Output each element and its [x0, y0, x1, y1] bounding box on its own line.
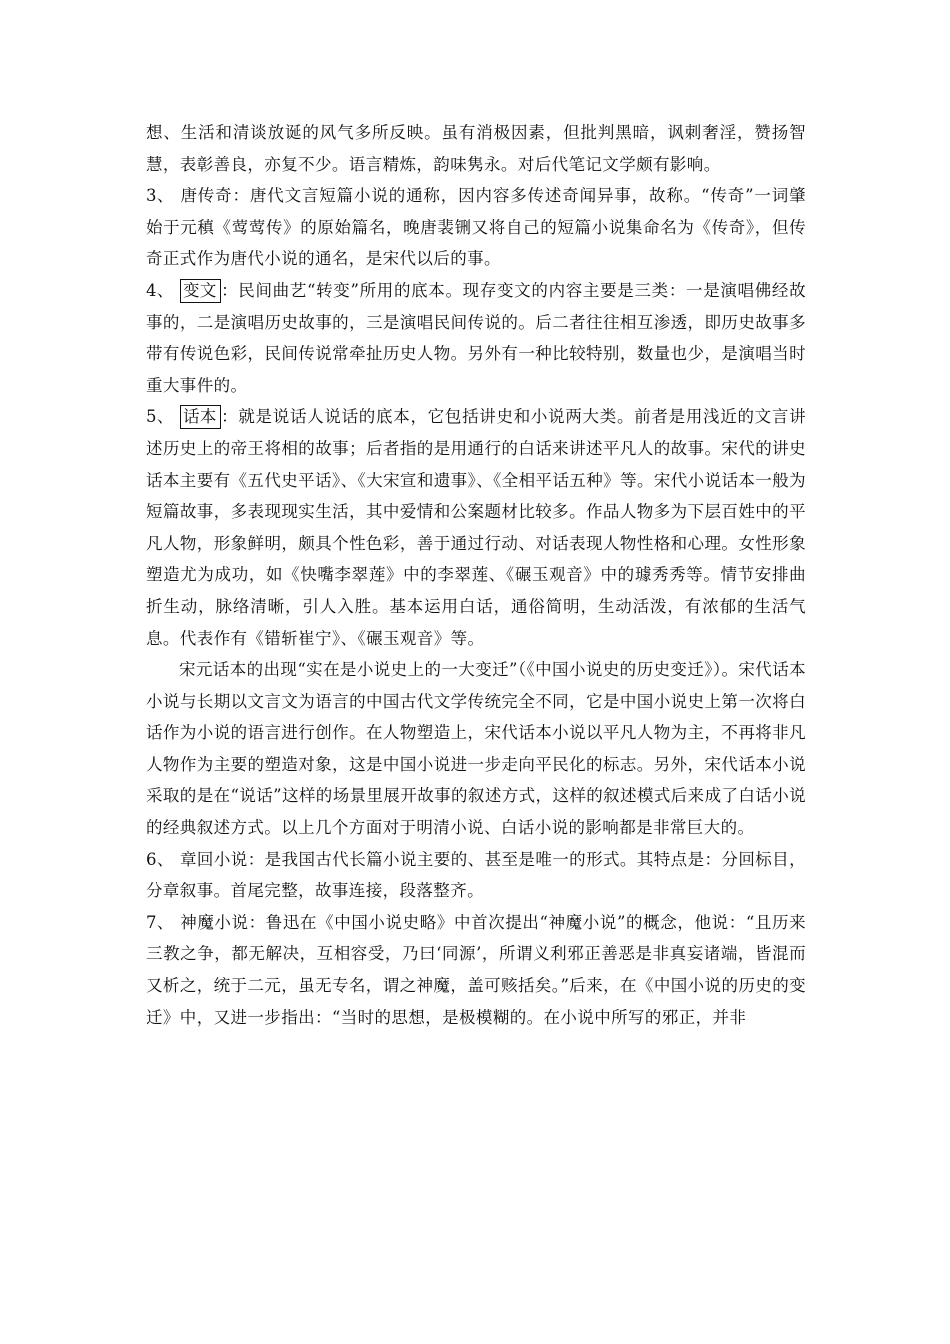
paragraph-item-5 — [146, 401, 806, 654]
paragraph-song-yuan-huaben — [146, 654, 806, 844]
item-number: 7、 — [146, 912, 174, 932]
term-tang-chuanqi: 唐传奇 — [180, 186, 233, 206]
paragraph-text: 宋元话本的出现“实在是小说史上的一大变迁”（《中国小说史的历史变迁》）。宋代话本小说与长期以文言文为语言的中国古代文学传统完全不同，它是中国小说史上第一次将白话作为小说的语言进行创作。在人物塑造上，宋代话本小说以平凡人物为主，不再将非凡人物作为主要的塑造对象，这是中国小说进一步走向平民化的标志。另外，宋代话本小说采取的是在“说话”这样的场景里展开故事的叙述方式，这样的叙述模式后来成了白话小说的经典叙述方式。以上几个方面对于明清小说、白话小说的影响都是非常巨大的。 — [146, 660, 806, 838]
term-huaben-boxed: 话本 — [180, 405, 221, 429]
paragraph-continuation — [146, 117, 806, 180]
document-body — [146, 117, 806, 1033]
term-bianwen-boxed: 变文 — [180, 279, 221, 303]
term-shenmo-xiaoshuo: 神魔小说 — [180, 912, 249, 932]
paragraph-item-3 — [146, 180, 806, 275]
term-zhanghui-xiaoshuo: 章回小说 — [180, 849, 248, 869]
paragraph-text: ：是我国古代长篇小说主要的、甚至是唯一的形式。其特点是：分回标目，分章叙事。首尾完整，故事连接，段落整齐。 — [146, 849, 806, 901]
paragraph-text: ：民间曲艺“转变”所用的底本。现存变文的内容主要是三类：一是演唱佛经故事的，二是演唱历史故事的，三是演唱民间传说的。后二者往往相互渗透，即历史故事多带有传说色彩，民间传说常牵扯历史人物。另外有一种比较特别，数量也少，是演唱当时重大事件的。 — [146, 280, 806, 395]
item-number: 3、 — [146, 186, 174, 206]
paragraph-item-6 — [146, 844, 806, 907]
paragraph-text: 想、生活和清谈放诞的风气多所反映。虽有消极因素，但批判黑暗，讽刺奢淫，赞扬智慧，表彰善良，亦复不少。语言精炼，韵味隽永。对后代笔记文学颇有影响。 — [146, 123, 806, 174]
paragraph-text: ：唐代文言短篇小说的通称，因内容多传述奇闻异事，故称。“传奇”一词肇始于元稹《莺莺传》的原始篇名，晚唐裴铏又将自己的短篇小说集命名为《传奇》，但传奇正式作为唐代小说的通名，是宋代以后的事。 — [146, 186, 806, 269]
item-number: 6、 — [146, 849, 174, 869]
item-number: 5、 — [146, 407, 174, 427]
paragraph-item-4 — [146, 275, 806, 401]
paragraph-text: ：就是说话人说话的底本，它包括讲史和小说两大类。前者是用浅近的文言讲述历史上的帝王将相的故事；后者指的是用通行的白话来讲述平凡人的故事。宋代的讲史话本主要有《五代史平话》、《大宋宣和遗事》、《全相平话五种》等。宋代小说话本一般为短篇故事，多表现现实生活，其中爱情和公案题材比较多。作品人物多为下层百姓中的平凡人物，形象鲜明，颇具个性色彩，善于通过行动、对话表现人物性格和心理。女性形象塑造尤为成功，如《快嘴李翠莲》中的李翠莲、《碾玉观音》中的璩秀秀等。情节安排曲折生动，脉络清晰，引人入胜。基本运用白话，通俗简明，生动活泼，有浓郁的生活气息。代表作有《错斩崔宁》、《碾玉观音》等。 — [146, 407, 806, 648]
paragraph-item-7 — [146, 907, 806, 1033]
paragraph-text: ：鲁迅在《中国小说史略》中首次提出“神魔小说”的概念，他说：“且历来三教之争，都无解决，互相容受，乃曰‘同源’，所谓义利邪正善恶是非真妄诸端，皆混而又析之，统于二元，虽无专名，谓之神魔，盖可赅括矣。”后来，在《中国小说的历史的变迁》中，又进一步指出：“当时的思想，是极模糊的。在小说中所写的邪正，并非 — [146, 912, 806, 1027]
item-number: 4、 — [146, 280, 174, 300]
